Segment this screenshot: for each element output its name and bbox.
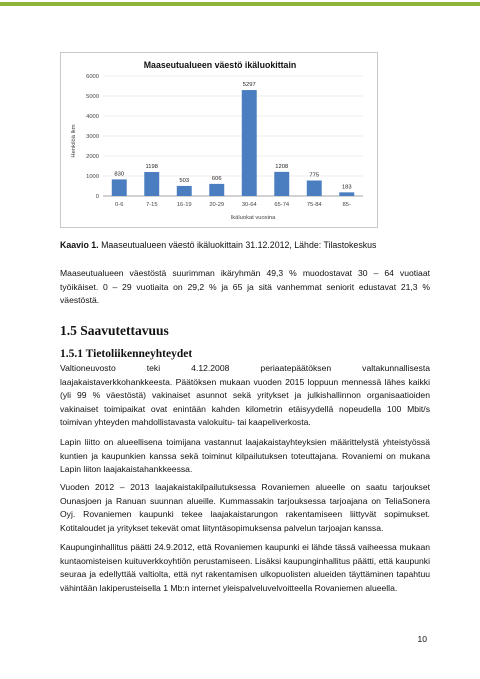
- bar-value-label: 1198: [145, 164, 158, 171]
- x-axis-ticks: [115, 202, 351, 208]
- section-heading: 1.5 Saavutettavuus: [60, 323, 169, 338]
- y-axis-ticks: [86, 74, 99, 200]
- y-tick-label: 5000: [86, 94, 99, 100]
- caption-text: Maaseutualueen väestö ikäluokittain 31.12.2012, Lähde: Tilastokeskus: [98, 240, 377, 250]
- bar-7-15: [144, 172, 159, 196]
- bar-value-label: 5297: [242, 82, 256, 89]
- y-tick-label: 2000: [86, 154, 99, 160]
- bar-value-label: 503: [179, 177, 190, 184]
- y-axis-label: Henkilöä lkm: [71, 124, 77, 158]
- paragraph-city-board: Kaupunginhallitus päätti 24.9.2012, että Rovaniemen kaupunki ei lähde tässä vaiheessa mukaan kuntaomisteisen kuituverkkoyhtiön perustamiseen. Lisäksi kaupunginhallitus päätti, että kaupunki seuraa ja edellyttää valtiolta, että nyt rakentamisen ulkopuolisten alueiden täyttäminen tapahtuu vähintään lakiperusteisella 1 Mb:n internet yleispalveluvelvoitteella Rovaniemen alueella.: [60, 542, 430, 593]
- intro-paragraph: Maaseutualueen väestöstä suurimman ikäryhmän 49,3 % muodostavat 30 – 64 vuotiaat työikäiset. 0 – 29 vuotiaita on 29,2 % ja 65 ja sitä vanhemmat seniorit edustavat 21,3 % väestöstä.: [60, 268, 430, 306]
- x-tick-label: 16-19: [176, 202, 192, 208]
- bar-65-74: [274, 172, 289, 196]
- chart-gridlines: [103, 76, 363, 196]
- y-tick-label: 1000: [86, 174, 99, 180]
- bar-20-29: [209, 184, 224, 196]
- chart-title: Maaseutualueen väestö ikäluokittain: [143, 60, 297, 70]
- bar-value-label: 606: [211, 175, 222, 182]
- bar-30-64: [242, 90, 257, 196]
- paragraph-tendering: Vuoden 2012 – 2013 laajakaistakilpailutuksessa Rovaniemen alueelle on saatu tarjoukset Ounasjoen ja Ranuan suunnan alueille. Kummassakin tarjouksessa tarjoajana on TeliaSonera Oyj. Rovaniemen kaupunki tekee laajakaistarungon rakentamiseen liittyvät sopimukset. Kotitaloudet ja yritykset tekevät omat liityntäsopimuksensa palvelun tarjoajan kanssa.: [60, 482, 430, 533]
- x-tick-label: 65-74: [274, 202, 290, 208]
- x-axis-label: Ikäluokat vuosina: [230, 215, 276, 221]
- caption-number: Kaavio 1.: [60, 240, 99, 250]
- chart-canvas: [61, 53, 379, 229]
- age-distribution-chart: [60, 52, 378, 228]
- page-top-rule: [0, 2, 480, 6]
- y-tick-label: 3000: [86, 134, 99, 140]
- bar-value-label: 1208: [275, 163, 289, 170]
- bar-value-label: 183: [341, 184, 352, 191]
- subsection-heading: 1.5.1 Tietoliikenneyhteydet: [60, 348, 193, 360]
- bar-85-: [339, 192, 354, 196]
- bar-16-19: [177, 186, 192, 196]
- chart-bars: [112, 90, 354, 196]
- bar-value-label: 830: [114, 171, 125, 178]
- figure-caption: [60, 239, 440, 251]
- x-tick-label: 20-29: [209, 202, 225, 208]
- y-tick-label: 4000: [86, 114, 99, 120]
- paragraph-lapin-liitto: Lapin liitto on alueellisena toimijana vastannut laajakaistayhteyksien määrittelystä yhteistyössä kuntien ja kaupunkien kanssa sekä toiminut kilpailutuksen toteuttajana. Rovaniemi on mukana Lapin liiton laajakaistahankkeessa.: [60, 437, 430, 475]
- page-number: 10: [417, 634, 427, 644]
- bar-0-6: [112, 179, 127, 196]
- x-tick-label: 30-64: [241, 202, 257, 208]
- x-tick-label: 0-6: [115, 202, 124, 208]
- x-tick-label: 7-15: [145, 202, 158, 208]
- bar-value-label: 775: [309, 172, 320, 179]
- bar-75-84: [307, 181, 322, 197]
- paragraph-broadband-decision: Valtioneuvosto teki 4.12.2008 periaatepäätöksen valtakunnallisesta laajakaistaverkkohankkeesta. Päätöksen mukaan vuoden 2015 loppuun mennessä lähes kaikki (yli 99 % väestöstä) vakinaiset asunnot sekä yritykset ja julkishallinnon organisaatioiden vakinaiset toimipaikat ovat enintään kahden kilometrin etäisyydellä nopeudella 100 Mbit/s toimivan yhteyden mahdollistavasta valokuitu- tai kaapeliverkosta.: [60, 363, 430, 428]
- y-tick-label: 0: [95, 194, 99, 200]
- x-tick-label: 75-84: [306, 202, 322, 208]
- y-tick-label: 6000: [86, 74, 99, 80]
- x-tick-label: 85-: [342, 202, 351, 208]
